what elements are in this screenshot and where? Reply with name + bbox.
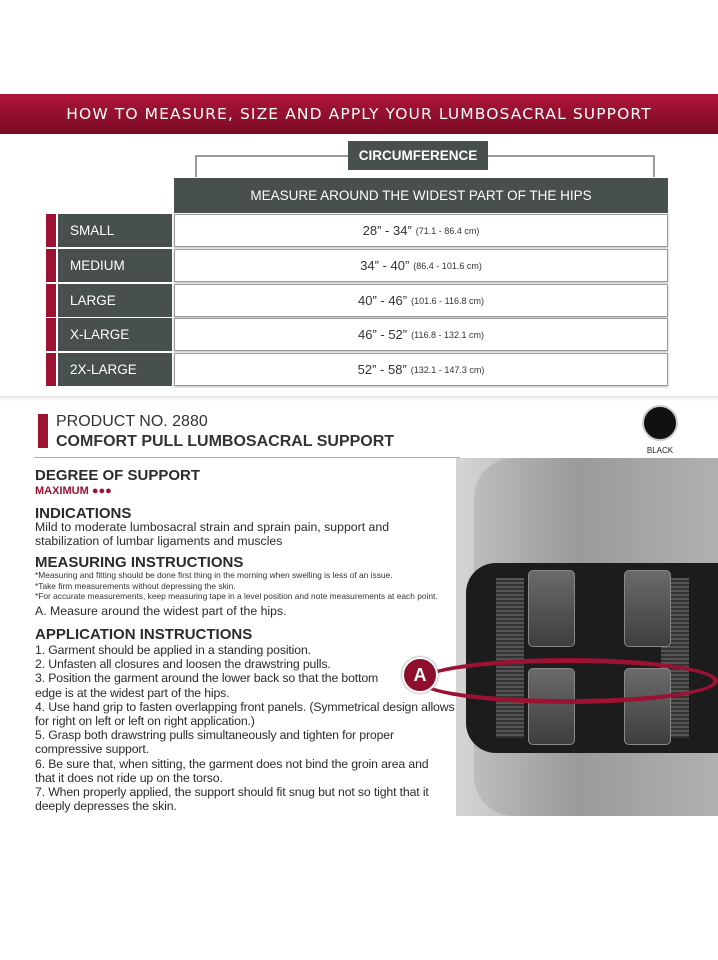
size-row <box>46 214 668 247</box>
size-label: LARGE <box>58 284 172 317</box>
row-accent <box>46 284 56 317</box>
application-line: 6. Be sure that, when sitting, the garment does not bind the groin area and <box>35 756 429 771</box>
size-table-header: MEASURE AROUND THE WIDEST PART OF THE HIPS <box>174 178 668 213</box>
color-swatch-black <box>642 405 678 441</box>
size-label: MEDIUM <box>58 249 172 282</box>
application-line: 1. Garment should be applied in a standing position. <box>35 643 311 657</box>
application-line: 3. Position the garment around the lower back so that the bottom <box>35 671 379 686</box>
size-measurement <box>174 284 668 317</box>
color-swatch-label: BLACK <box>646 446 674 455</box>
product-accent-bar <box>38 414 48 448</box>
measuring-note: *Measuring and fitting should be done first thing in the morning when swelling is less of an issue. <box>35 570 393 580</box>
size-label: 2X-LARGE <box>58 353 172 386</box>
size-inches: 46” - 52” <box>357 327 408 342</box>
application-line: 7. When properly applied, the support should fit snug but not so tight that it <box>35 785 429 800</box>
indications-line: stabilization of lumbar ligaments and muscles <box>35 534 283 549</box>
banner-title: HOW TO MEASURE, SIZE AND APPLY YOUR LUMBOSACRAL SUPPORT <box>66 105 652 123</box>
size-label: X-LARGE <box>58 318 172 351</box>
brace-mesh <box>496 578 524 738</box>
row-accent <box>46 214 56 247</box>
title-banner <box>0 94 718 134</box>
application-line: 4. Use hand grip to fasten overlapping front panels. (Symmetrical design allows <box>35 699 455 714</box>
size-row <box>46 284 668 317</box>
application-heading: APPLICATION INSTRUCTIONS <box>35 626 253 643</box>
measuring-note: *Take firm measurements without depressing the skin. <box>35 580 236 591</box>
size-measurement <box>174 353 668 386</box>
size-cm: (86.4 - 101.6 cm) <box>413 260 482 271</box>
application-line: 2. Unfasten all closures and loosen the drawstring pulls. <box>35 657 331 672</box>
circumference-label: CIRCUMFERENCE <box>348 141 488 170</box>
application-line: deeply depresses the skin. <box>35 799 177 814</box>
product-name: COMFORT PULL LUMBOSACRAL SUPPORT <box>56 433 395 450</box>
size-measurement <box>174 318 668 351</box>
product-divider <box>34 457 460 458</box>
product-number: PRODUCT NO. 2880 <box>56 413 208 430</box>
measuring-heading: MEASURING INSTRUCTIONS <box>35 554 244 571</box>
size-inches: 40” - 46” <box>357 293 408 308</box>
size-inches: 28” - 34” <box>362 223 412 238</box>
measuring-tape-line <box>418 658 718 704</box>
indications-line: Mild to moderate lumbosacral strain and sprain pain, support and <box>35 520 390 534</box>
application-line: 5. Grasp both drawstring pulls simultaneously and tighten for proper <box>35 728 394 743</box>
indications-text <box>35 520 389 548</box>
size-inches: 34” - 40” <box>360 258 410 273</box>
row-accent <box>46 318 56 351</box>
size-row <box>46 318 668 351</box>
application-line: for right on left or left on right application.) <box>35 714 255 729</box>
size-measurement <box>174 249 668 282</box>
section-divider <box>0 396 718 401</box>
size-inches: 52” - 58” <box>357 362 407 377</box>
row-accent <box>46 249 56 282</box>
degree-value: MAXIMUM ●●● <box>35 485 112 497</box>
measuring-notes <box>35 570 438 602</box>
application-line: edge is at the widest part of the hips. <box>35 685 230 700</box>
application-line: that it does not ride up on the torso. <box>35 770 223 785</box>
size-row <box>46 353 668 386</box>
size-cm: (116.8 - 132.1 cm) <box>411 329 484 340</box>
size-measurement <box>174 214 668 247</box>
row-accent <box>46 353 56 386</box>
size-cm: (71.1 - 86.4 cm) <box>415 225 480 236</box>
brace-panel <box>624 570 671 647</box>
degree-heading: DEGREE OF SUPPORT <box>35 467 201 484</box>
measuring-note: *For accurate measurements, keep measuring tape in a level position and note measurements at each point. <box>35 591 438 601</box>
measuring-step-a: A. Measure around the widest part of the hips. <box>35 604 287 618</box>
application-steps <box>35 643 454 813</box>
size-row <box>46 249 668 282</box>
size-cm: (101.6 - 116.8 cm) <box>411 295 484 306</box>
size-cm: (132.1 - 147.3 cm) <box>410 364 485 375</box>
application-line: compressive support. <box>35 742 149 757</box>
size-label: SMALL <box>58 214 172 247</box>
brace-panel <box>528 570 575 647</box>
indications-heading: INDICATIONS <box>35 505 132 522</box>
measure-point-a-badge: A <box>402 657 438 693</box>
product-photo <box>456 458 718 816</box>
